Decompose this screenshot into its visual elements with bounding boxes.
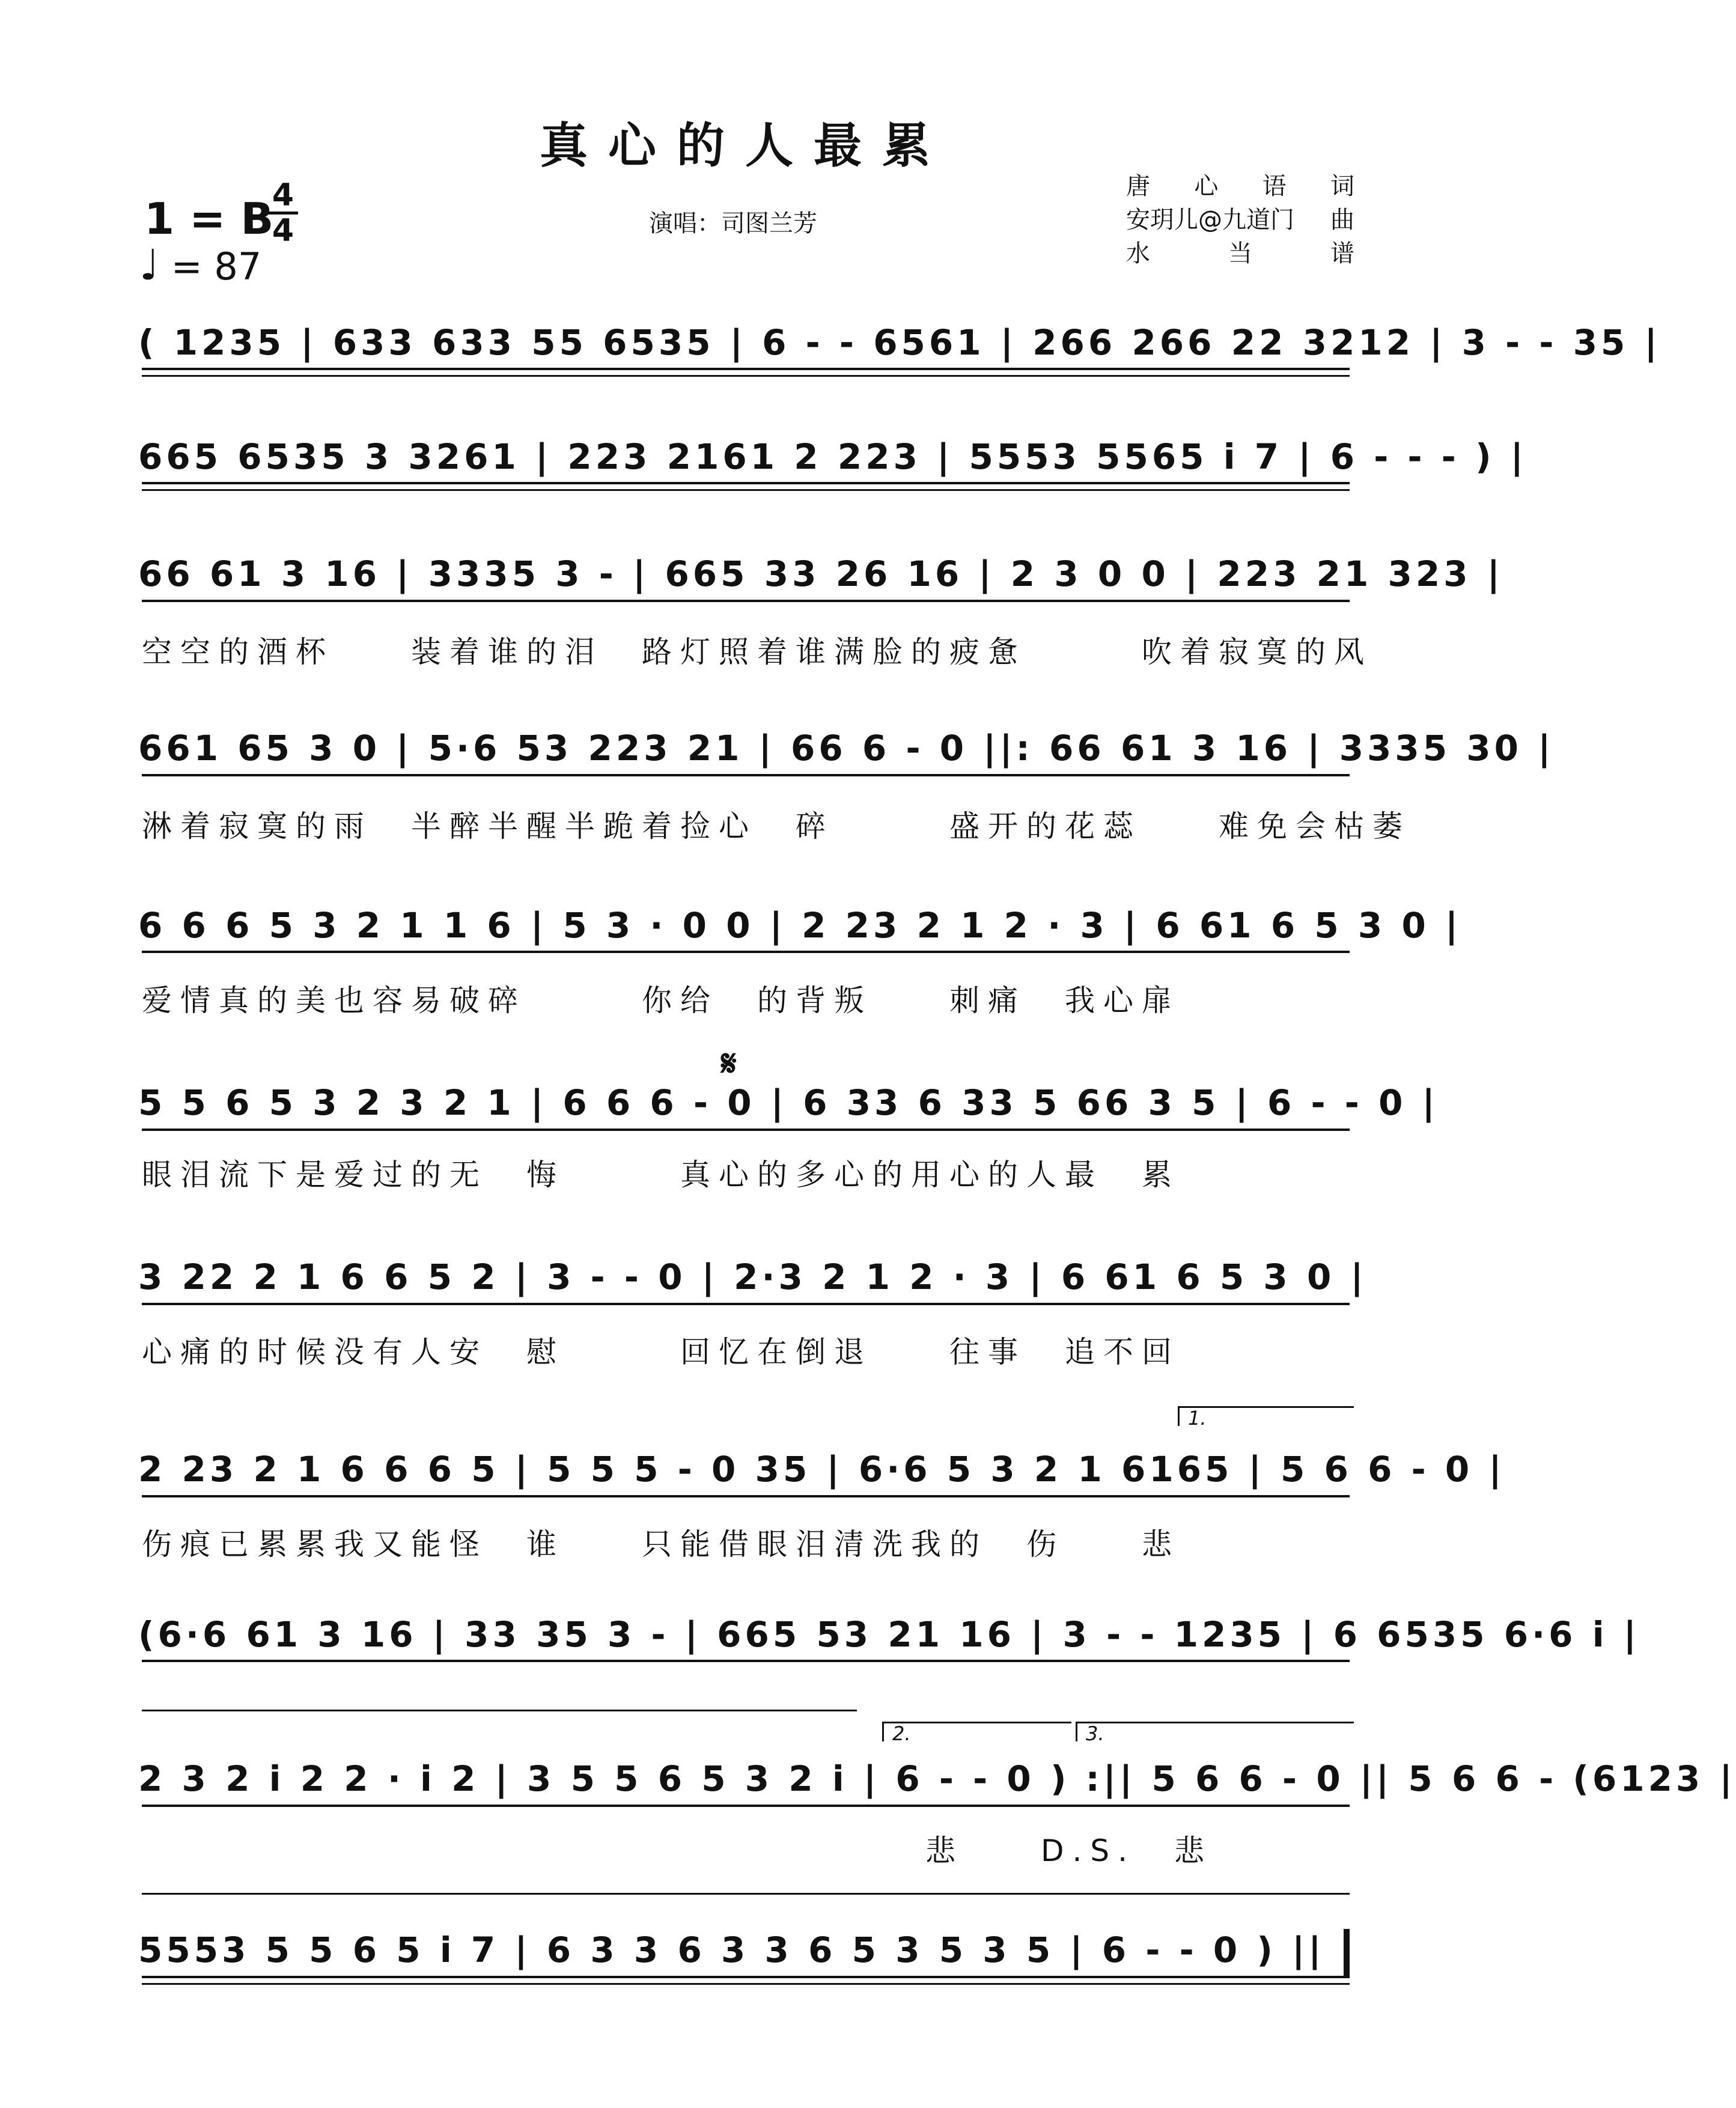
credits — [1126, 169, 1354, 270]
underline — [142, 1805, 1350, 1807]
staff-row-7: 3 22 2 1 6 6 5 2 | 3 - - 0 | 2·3 2 1 2 · 3 | 6 61 6 5 3 0 | — [138, 1257, 1367, 1297]
volta-3: 3. — [1076, 1722, 1354, 1741]
underline — [142, 489, 1350, 491]
bracket-line — [142, 1893, 1350, 1895]
staff-row-8: 2 23 2 1 6 6 6 5 | 5 5 5 - 0 35 | 6·6 5 3 2 1 6165 | 5 6 6 - 0 | — [138, 1449, 1505, 1490]
staff-row-1: ( 1235 | 633 633 55 6535 | 6 - - 6561 | 266 266 22 3212 | 3 - - 35 | — [138, 322, 1661, 363]
lyric-row-3: 空空的酒杯 装着谁的泪 路灯照着谁满脸的疲惫 吹着寂寞的风 — [142, 635, 1372, 669]
tempo-value: = 87 — [171, 245, 262, 288]
underline — [142, 1129, 1350, 1131]
lyric-row-6: 眼泪流下是爱过的无 悔 真心的多心的用心的人最 累 — [142, 1157, 1180, 1192]
lyric-row-7: 心痛的时候没有人安 慰 回忆在倒退 往事 追不回 — [142, 1335, 1180, 1369]
time-denominator: 4 — [272, 213, 294, 249]
underline — [142, 951, 1350, 953]
staff-row-10: 2 3 2 i 2 2 · i 2 | 3 5 5 6 5 3 2 i | 6 - - 0 ) :|| 5 6 6 - 0 || 5 6 6 - (6123 | — [138, 1758, 1736, 1799]
underline — [142, 1976, 1350, 1978]
staff-row-2: 665 6535 3 3261 | 223 2161 2 223 | 5553 5565 i 7 | 6 - - - ) | — [138, 436, 1527, 477]
underline — [142, 368, 1350, 370]
staff-row-9: (6·6 61 3 16 | 33 35 3 - | 665 53 21 16 | 3 - - 1235 | 6 6535 6·6 i | — [138, 1614, 1640, 1655]
underline — [142, 600, 1350, 602]
lyric-row-10: 悲 D.S. 悲 — [925, 1833, 1213, 1868]
staff-row-3: 66 61 3 16 | 3335 3 - | 665 33 26 16 | 2 3 0 0 | 223 21 323 | — [138, 553, 1503, 594]
lyric-row-8: 伤痕已累累我又能怪 谁 只能借眼泪清洗我的 伤 悲 — [142, 1527, 1180, 1562]
key-signature: 1 = B — [144, 193, 274, 244]
lyric-row-5: 爱情真的美也容易破碎 你给 的背叛 刺痛 我心扉 — [142, 983, 1180, 1018]
page-title: 真心的人最累 — [540, 118, 951, 174]
tempo — [139, 240, 261, 290]
time-signature — [268, 177, 298, 249]
lyric-row-4: 淋着寂寞的雨 半醉半醒半跪着捡心 碎 盛开的花蕊 难免会枯萎 — [142, 809, 1411, 844]
credit-transcriber: 水 当 谱 — [1126, 240, 1354, 267]
underline — [142, 1303, 1350, 1305]
underline — [142, 482, 1350, 484]
staff-row-11: 5553 5 5 6 5 i 7 | 6 3 3 6 3 3 6 5 3 5 3 5 | 6 - - 0 ) || — [138, 1930, 1325, 1970]
bracket-line — [142, 1710, 857, 1711]
staff-row-4: 661 65 3 0 | 5·6 53 223 21 | 66 6 - 0 ||: 66 61 3 16 | 3335 30 | — [138, 728, 1555, 769]
underline — [142, 1495, 1350, 1497]
underline — [142, 774, 1350, 776]
underline — [142, 375, 1350, 377]
segno-icon: 𝄋 — [721, 1043, 737, 1085]
quarter-note-icon: ♩ — [139, 240, 160, 290]
volta-1: 1. — [1178, 1406, 1354, 1426]
underline — [142, 1660, 1350, 1662]
singer: 演唱：司图兰芳 — [649, 210, 817, 237]
time-numerator: 4 — [272, 177, 294, 213]
volta-2: 2. — [882, 1722, 1071, 1741]
credit-composer: 安玥儿@九道门 曲 — [1126, 206, 1354, 234]
staff-row-5: 6 6 6 5 3 2 1 1 6 | 5 3 · 0 0 | 2 23 2 1 2 · 3 | 6 61 6 5 3 0 | — [138, 905, 1462, 946]
staff-row-6: 5 5 6 5 3 2 3 2 1 | 6 6 6 - 0 | 6 33 6 33 5 66 3 5 | 6 - - 0 | — [138, 1082, 1439, 1123]
credit-lyricist: 唐 心 语 词 — [1126, 172, 1354, 200]
underline — [142, 1983, 1350, 1985]
final-barline — [1344, 1929, 1350, 1977]
